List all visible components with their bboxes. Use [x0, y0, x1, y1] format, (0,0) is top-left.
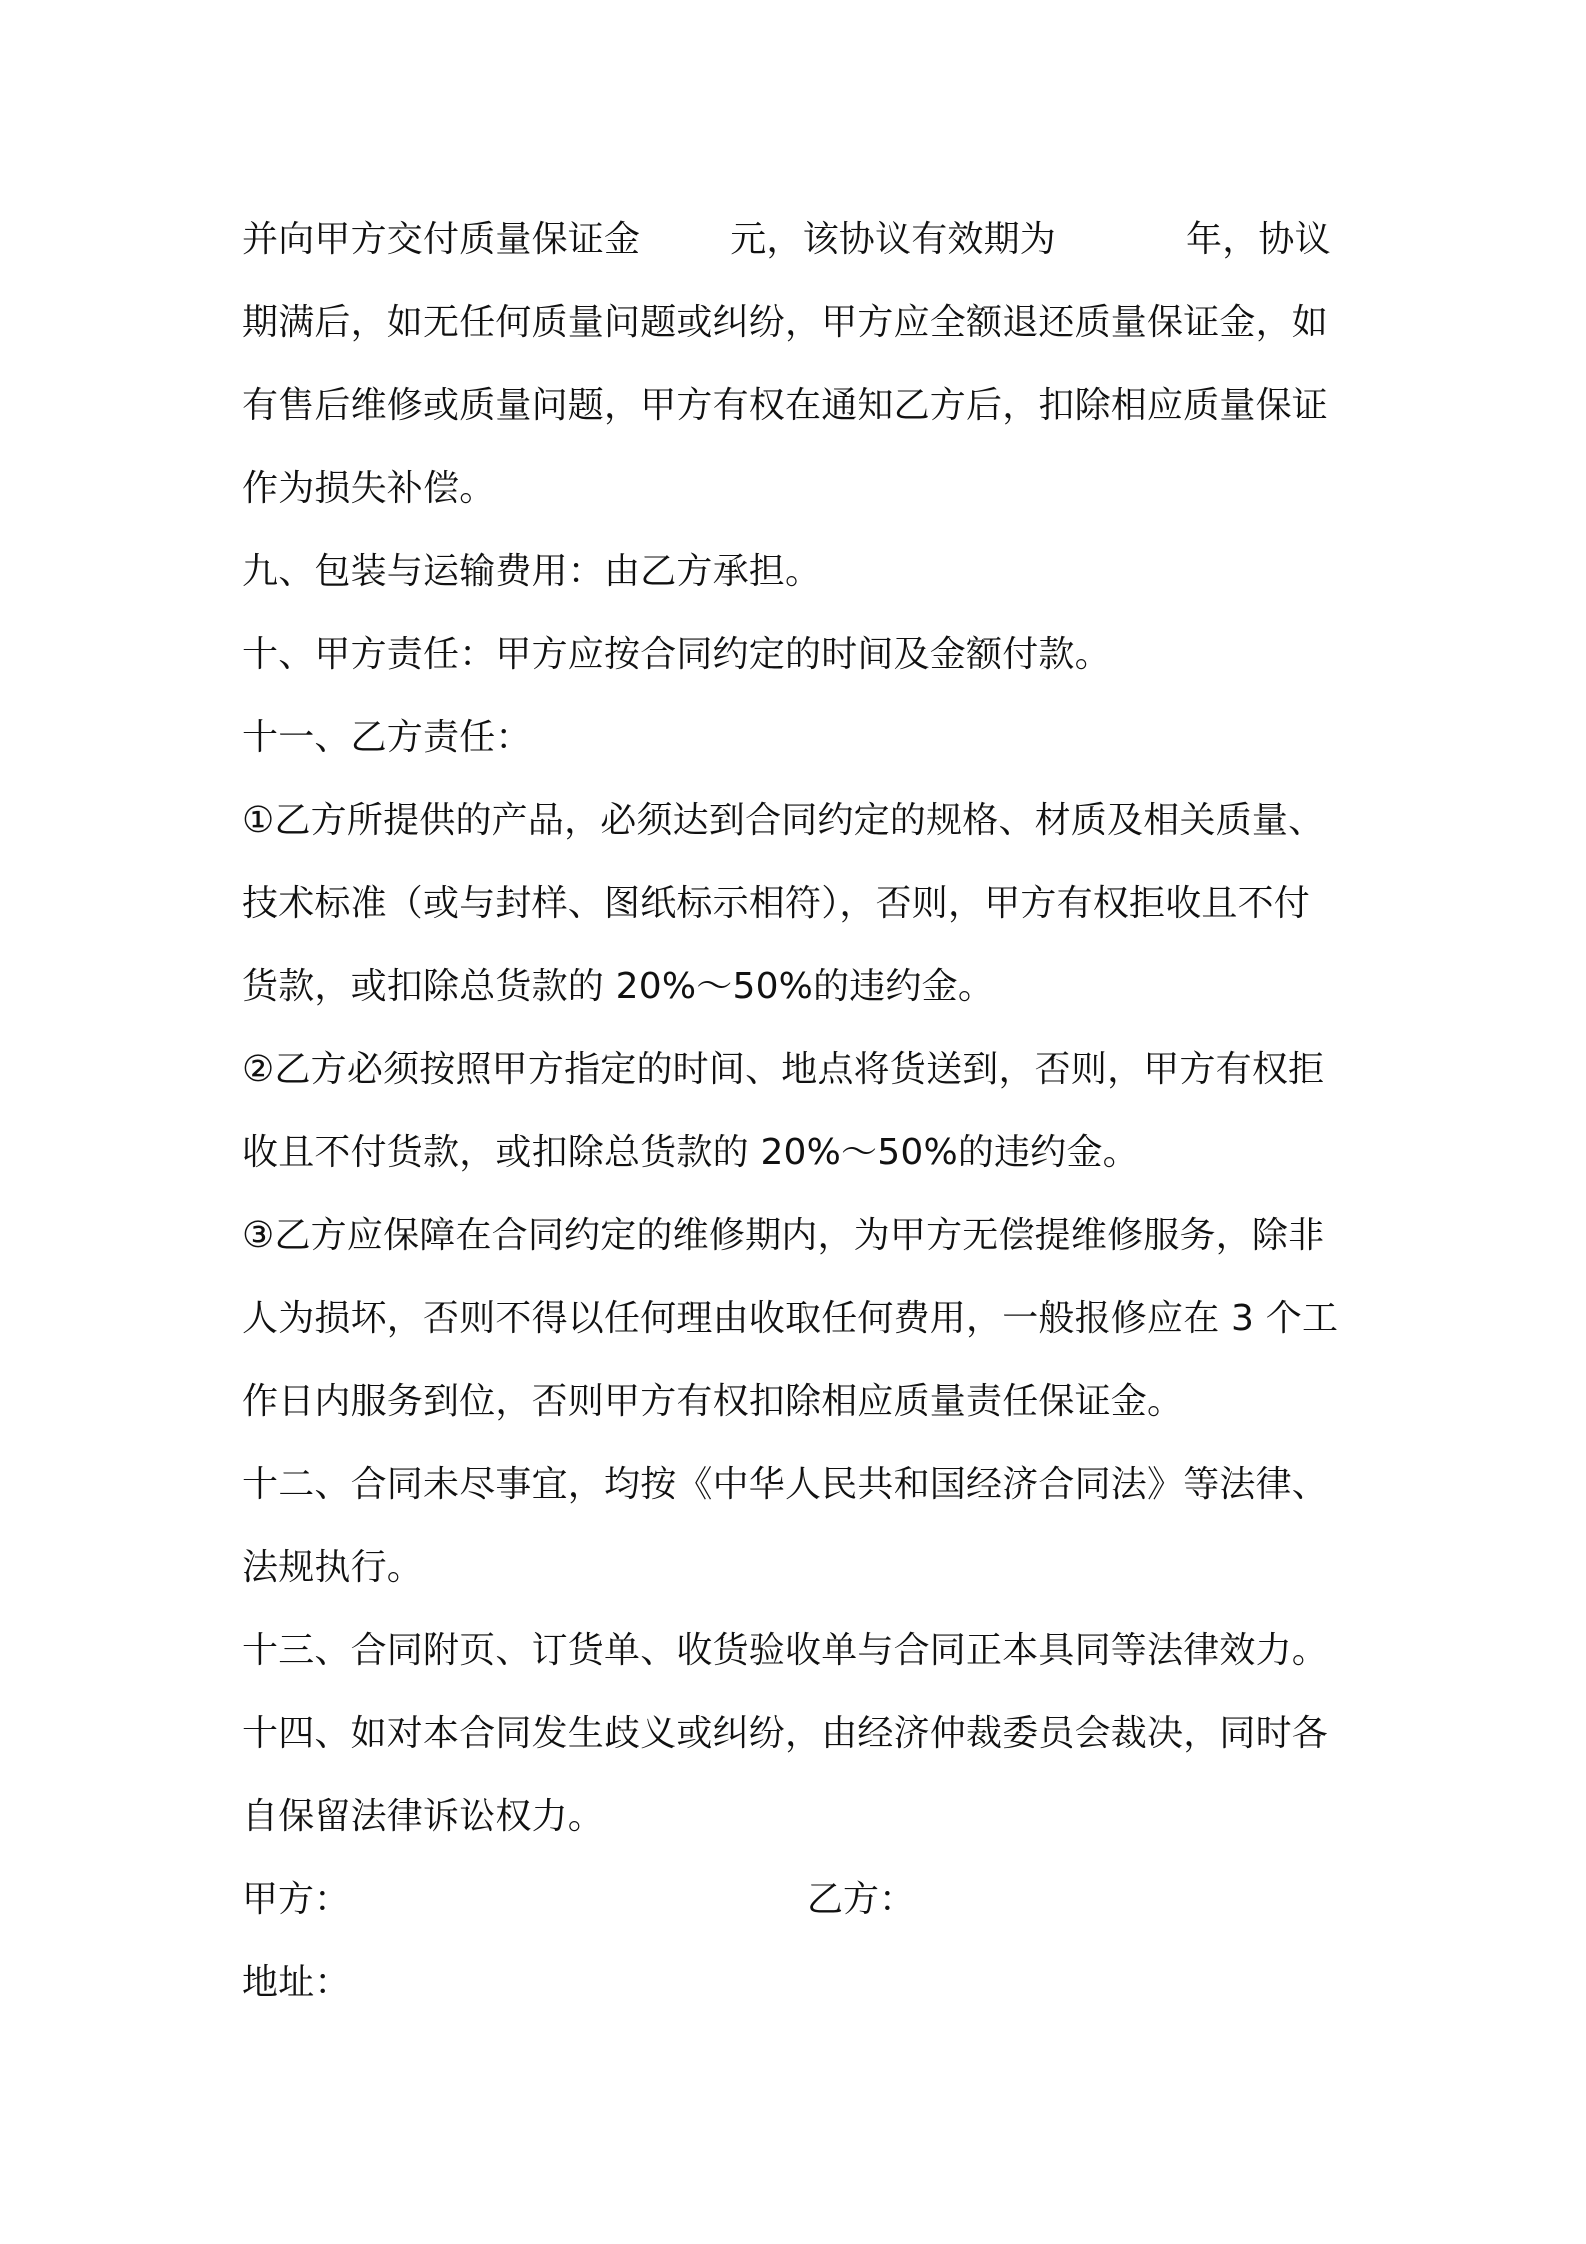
- clause-fourteen-line1: 十四、如对本合同发生歧义或纠纷，由经济仲裁委员会裁决，同时各: [242, 1713, 1329, 1754]
- clause-eleven-heading: 十一、乙方责任：: [242, 717, 532, 758]
- clause-eleven-item1-line2: 技术标准（或与封样、图纸标示相符），否则，甲方有权拒收且不付: [242, 883, 1311, 924]
- address-label: 地址：: [242, 1962, 351, 2003]
- deposit-line-4: 作为损失补偿。: [242, 468, 496, 509]
- signature-row: [242, 1858, 1357, 1941]
- clause-eleven-item3-line1: ③乙方应保障在合同约定的维修期内，为甲方无偿提维修服务，除非: [242, 1215, 1325, 1256]
- clause-twelve-line2: 法规执行。: [242, 1547, 424, 1588]
- clause-eleven-item1-line3: 货款，或扣除总货款的 20%～50%的违约金。: [242, 966, 995, 1007]
- clause-fourteen-line2: 自保留法律诉讼权力。: [242, 1796, 605, 1837]
- party-a-label: 甲方：: [242, 1879, 351, 1920]
- party-b-label: 乙方：: [807, 1879, 916, 1920]
- deposit-line-2: 期满后，如无任何质量问题或纠纷，甲方应全额退还质量保证金，如: [242, 302, 1329, 343]
- clause-ten: 十、甲方责任：甲方应按合同约定的时间及金额付款。: [242, 634, 1111, 675]
- clause-thirteen: 十三、合同附页、订货单、收货验收单与合同正本具同等法律效力。: [242, 1630, 1329, 1671]
- clause-eleven-item1-line1: ①乙方所提供的产品，必须达到合同约定的规格、材质及相关质量、: [242, 800, 1325, 841]
- clause-eleven-item3-line2: 人为损坏，否则不得以任何理由收取任何费用，一般报修应在 3 个工: [242, 1298, 1339, 1339]
- clause-nine: 九、包装与运输费用：由乙方承担。: [242, 551, 822, 592]
- deposit-line-1: [242, 198, 1357, 281]
- deposit-text-a: 并向甲方交付质量保证金: [242, 219, 641, 260]
- deposit-line-3: 有售后维修或质量问题，甲方有权在通知乙方后，扣除相应质量保证: [242, 385, 1329, 426]
- contract-body: [242, 198, 1357, 2024]
- deposit-text-c: 年，协议: [1186, 219, 1331, 260]
- clause-twelve-line1: 十二、合同未尽事宜，均按《中华人民共和国经济合同法》等法律、: [242, 1464, 1329, 1505]
- clause-eleven-item3-line3: 作日内服务到位，否则甲方有权扣除相应质量责任保证金。: [242, 1381, 1184, 1422]
- clause-eleven-item2-line2: 收且不付货款，或扣除总货款的 20%～50%的违约金。: [242, 1132, 1139, 1173]
- deposit-text-b: 元，该协议有效期为: [730, 219, 1057, 260]
- clause-eleven-item2-line1: ②乙方必须按照甲方指定的时间、地点将货送到，否则，甲方有权拒: [242, 1049, 1325, 1090]
